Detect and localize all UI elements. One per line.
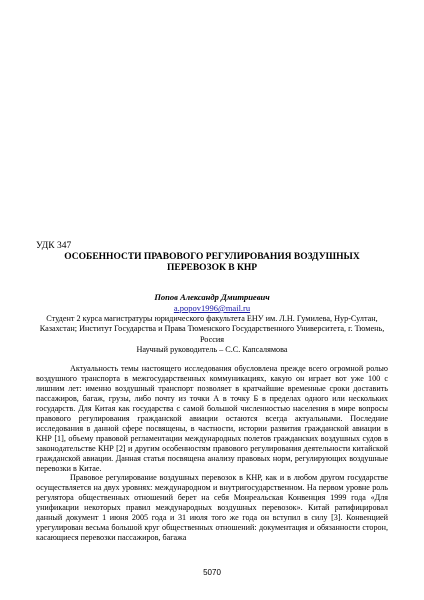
body-paragraph: Актуальность темы настоящего исследования обусловлена прежде всего огромной ролью воздушного транспорта в межгосударственных коммуникациях, какую он играет вот уже 100 с лишним лет: именно воздушный транспорт позволяет в кратчайшие временные сроки доставить пассажиров, багаж, грузы, либо почту из точки А в точку Б в пределах одного или нескольких государств. Для Китая как государства с самой большой численностью населения в мире вопросы правового регулирования гражданской авиации остаются всегда актуальными. Последние исследования в данной сфере посвящены, в частности, истории развития гражданской авиации в КНР [1], объему правовой регламентации международных полетов гражданских воздушных судов в законодательстве КНР [2] и другим особенностям правового регулирования деятельности китайской гражданской авиации. Данная статья посвящена анализу правовых норм, регулирующих воздушные перевозки в Китае. [36,364,388,473]
udk-code: УДК 347 [36,241,72,251]
author-email-link[interactable]: a.popov1996@mail.ru [173,303,251,313]
author-name: Попов Александр Дмитриевич [154,292,270,302]
body-paragraph: Правовое регулирование воздушных перевозок в КНР, как и в любом другом государстве осуществляется на двух уровнях: международном и внутригосударственном. На первом уровне роль регулятора общественных отношений берет на себя Монреальская Конвенция 1999 года «Для унификации некоторых правил международных воздушных перевозок». Китай ратифицировал данный документ 1 июня 2005 года и 31 июля того же года он вступил в силу [3]. Конвенцией урегулирован весьма большой круг общественных отношений: документация и обязанности сторон, касающиеся перевозки пассажиров, багажа [36,473,388,543]
author-affiliation-block [36,314,388,355]
article-body [36,364,388,543]
page-number: 5070 [203,568,221,577]
scientific-supervisor: Научный руководитель – С.С. Капсалямова [136,344,288,354]
author-affiliation: Студент 2 курса магистратуры юридического факультета ЕНУ им. Л.Н. Гумилева, Нур-Султан, Казахстан; Институт Государства и Права Тюменского Государственного Университета, г. Тюмень, Россия [39,314,385,344]
article-title: ОСОБЕННОСТИ ПРАВОВОГО РЕГУЛИРОВАНИЯ ВОЗДУШНЫХ ПЕРЕВОЗОК В КНР [64,252,360,273]
